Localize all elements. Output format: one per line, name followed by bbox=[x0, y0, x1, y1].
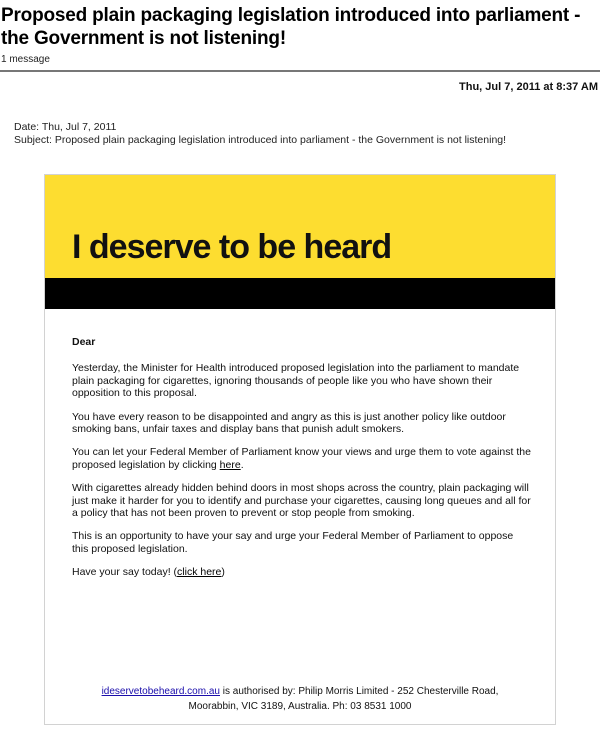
message-meta bbox=[14, 121, 506, 147]
paragraph-6 bbox=[72, 566, 532, 578]
here-link[interactable]: here bbox=[219, 458, 241, 471]
click-here-link[interactable]: click here bbox=[177, 566, 222, 579]
sent-datetime: Thu, Jul 7, 2011 at 8:37 AM bbox=[459, 81, 598, 93]
banner bbox=[45, 175, 555, 278]
meta-subject: Subject: Proposed plain packaging legislation introduced into parliament - the Government is not listening! bbox=[14, 134, 507, 146]
paragraph-4: With cigarettes already hidden behind doors in most shops across the country, plain packaging will just make it harder for you to identify and purchase your cigarettes, causing long queues and all for a policy that has not been proven to prevent or stop people from smoking. bbox=[72, 482, 531, 520]
greeting: Dear bbox=[72, 336, 96, 348]
email-subject-title: Proposed plain packaging legislation introduced into parliament - the Government is not listening! bbox=[1, 5, 581, 49]
meta-date: Date: Thu, Jul 7, 2011 bbox=[14, 121, 117, 133]
banner-headline: I deserve to be heard bbox=[72, 228, 392, 266]
paragraph-2: You have every reason to be disappointed and angry as this is just another policy like outdoor smoking bans, unfair taxes and display bans that punish adult smokers. bbox=[72, 410, 506, 436]
paragraph-1: Yesterday, the Minister for Health introduced proposed legislation into the parliament to mandate plain packaging for cigarettes, ignoring thousands of people like you who have shown their opposition to this proposal. bbox=[72, 362, 520, 400]
paragraph-6-end: ) bbox=[221, 566, 225, 579]
banner-black-bar bbox=[45, 278, 555, 309]
paragraph-3-text: You can let your Federal Member of Parliament know your views and urge them to vote against the proposed legislation by clicking bbox=[72, 446, 531, 471]
site-link[interactable]: ideservetobeheard.com.au bbox=[101, 686, 220, 697]
paragraph-6-text: Have your say today! ( bbox=[72, 566, 178, 579]
header-divider bbox=[0, 70, 600, 72]
authorisation-footer bbox=[45, 684, 555, 714]
paragraph-3-end: . bbox=[240, 458, 244, 471]
paragraph-5: This is an opportunity to have your say and urge your Federal Member of Parliament to oppose this proposed legislation. bbox=[72, 530, 514, 555]
message-count: 1 message bbox=[1, 54, 50, 65]
footer-authorised-text: is authorised by: Philip Morris Limited - 252 Chesterville Road, bbox=[219, 686, 499, 697]
paragraph-3 bbox=[72, 446, 532, 471]
footer-line-1 bbox=[45, 684, 555, 699]
footer-line-2: Moorabbin, VIC 3189, Australia. Ph: 03 8531 1000 bbox=[188, 701, 412, 712]
email-body bbox=[72, 336, 532, 590]
newsletter-card bbox=[44, 174, 556, 725]
